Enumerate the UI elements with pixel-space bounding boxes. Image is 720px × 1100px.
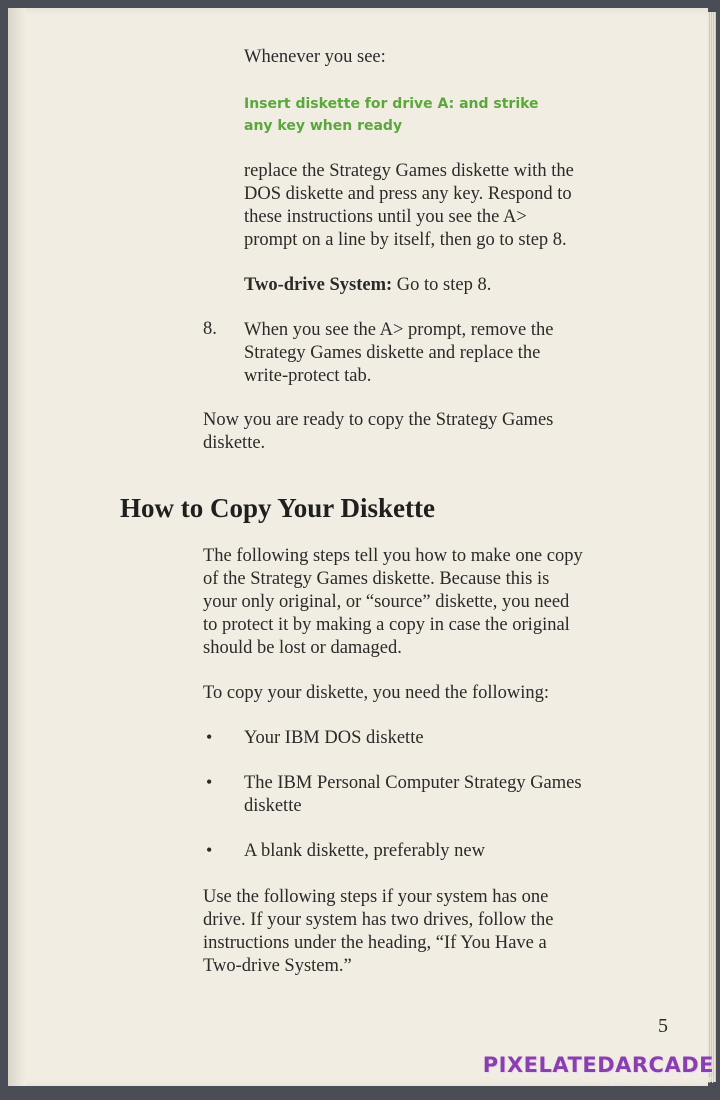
step-line: write-protect tab.: [244, 366, 372, 386]
page-number: 5: [658, 1015, 668, 1037]
paragraph-line: instructions under the heading, “If You Have a: [203, 933, 547, 953]
step-line: Strategy Games diskette and replace the: [244, 343, 541, 363]
bullet-icon: •: [206, 840, 213, 860]
paragraph-line: diskette.: [203, 433, 266, 453]
watermark-logo: PIXELATEDARCADE: [482, 1053, 714, 1077]
bullet-icon: •: [206, 772, 213, 792]
step-line: When you see the A> prompt, remove the: [244, 320, 554, 340]
page-gutter: [8, 8, 26, 1086]
two-drive-note: [244, 274, 491, 297]
step-number: 8.: [203, 319, 217, 339]
paragraph-line: The following steps tell you how to make one copy: [203, 546, 583, 566]
intro-text: Whenever you see:: [244, 47, 386, 67]
list-item: Your IBM DOS diskette: [244, 728, 424, 748]
requirements-intro: To copy your diskette, you need the following:: [203, 683, 550, 703]
two-drive-text: Go to step 8.: [396, 275, 492, 295]
page-edge: [708, 12, 716, 1082]
paragraph-line: to protect it by making a copy in case the original: [203, 615, 570, 635]
paragraph-line: should be lost or damaged.: [203, 638, 402, 658]
paragraph-line: your only original, or “source” diskette, you need: [203, 592, 570, 612]
screen-prompt-line-2: any key when ready: [244, 118, 403, 134]
paragraph-line: Use the following steps if your system has one: [203, 887, 549, 907]
paragraph-line: of the Strategy Games diskette. Because this is: [203, 569, 550, 589]
list-item: A blank diskette, preferably new: [244, 841, 485, 861]
bullet-icon: •: [206, 727, 213, 747]
paragraph-line: drive. If your system has two drives, follow the: [203, 910, 554, 930]
paragraph-line: Two-drive System.”: [203, 956, 352, 976]
watermark: [483, 1053, 714, 1086]
paragraph-line: these instructions until you see the A>: [244, 207, 527, 227]
watermark-url: www.pixelatedarcade.com: [582, 1075, 714, 1086]
two-drive-label: Two-drive System:: [244, 275, 393, 295]
paragraph-line: prompt on a line by itself, then go to step 8.: [244, 230, 567, 250]
paragraph-line: replace the Strategy Games diskette with the: [244, 161, 574, 181]
paragraph-line: DOS diskette and press any key. Respond to: [244, 184, 572, 204]
list-item-continued: diskette: [244, 796, 302, 816]
section-heading: How to Copy Your Diskette: [120, 493, 435, 523]
list-item: The IBM Personal Computer Strategy Games: [244, 773, 582, 793]
screen-prompt-line-1: Insert diskette for drive A: and strike: [244, 96, 539, 112]
paragraph-line: Now you are ready to copy the Strategy Games: [203, 410, 554, 430]
